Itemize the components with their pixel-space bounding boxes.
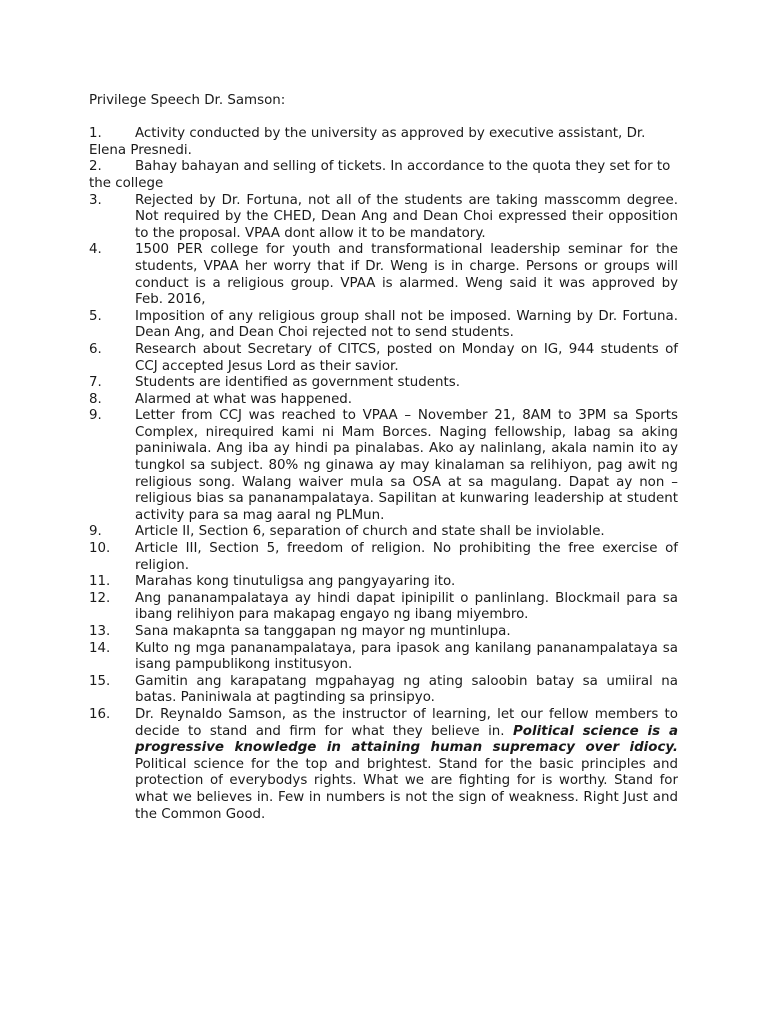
item-number: 6. <box>89 341 102 357</box>
item-text: Rejected by Dr. Fortuna, not all of the students are taking masscomm degree. Not required by the CHED, Dean Ang and Dean Choi expressed their opposition to the proposal. VPAA dont allow it to be mandatory. <box>135 192 678 241</box>
item-text: Imposition of any religious group shall not be imposed. Warning by Dr. Fortuna. Dean Ang, and Dean Choi rejected not to send students. <box>135 308 678 341</box>
list-item <box>89 574 678 591</box>
item-number: 15. <box>89 673 111 689</box>
item-number: 9. <box>89 408 102 424</box>
item-number: 12. <box>89 590 111 606</box>
item-number: 4. <box>89 242 102 258</box>
item-number: 2. <box>89 159 102 175</box>
item-text: Alarmed at what was happened. <box>135 391 353 407</box>
list-item <box>89 193 678 243</box>
item-number: 5. <box>89 308 102 324</box>
item-number: 8. <box>89 391 102 407</box>
item-text: Gamitin ang karapatang mgpahayag ng ating saloobin batay sa umiiral na batas. Paniniwala at pagtinding sa prinsipyo. <box>135 673 678 706</box>
item-text: Research about Secretary of CITCS, posted on Monday on IG, 944 students of CCJ accepted Jesus Lord as their savior. <box>135 341 678 374</box>
item-number: 10. <box>89 541 111 557</box>
item-number: 1. <box>89 126 102 142</box>
item-number: 9. <box>89 524 102 540</box>
item-text: Activity conducted by the university as approved by executive assistant, Dr. Elena Presnedi. <box>89 126 646 158</box>
list-item <box>89 242 678 308</box>
item-text: Article III, Section 5, freedom of religion. No prohibiting the free exercise of religion. <box>135 541 678 573</box>
list-item <box>89 159 678 192</box>
item-number: 16. <box>89 706 111 722</box>
item-number: 7. <box>89 375 102 391</box>
item-text: Marahas kong tinutuligsa ang pangyayaring ito. <box>135 574 456 590</box>
list-item <box>89 624 678 641</box>
list-item <box>89 342 678 375</box>
item-number: 13. <box>89 624 111 639</box>
item-number: 14. <box>89 640 111 656</box>
item-text: 1500 PER college for youth and transformational leadership seminar for the students, VPAA her worry that if Dr. Weng is in charge. Persons or groups will conduct is a religious group. VPAA is alarmed. Weng said it was approved by Feb. 2016, <box>135 242 678 308</box>
list-item <box>89 674 678 707</box>
document-title: Privilege Speech Dr. Samson: <box>89 93 286 108</box>
list-item-closing <box>89 707 678 823</box>
item-number: 11. <box>89 574 111 590</box>
item-text: Students are identified as government students. <box>135 375 460 391</box>
item-text: Letter from CCJ was reached to VPAA – November 21, 8AM to 3PM sa Sports Complex, nirequired kami ni Mam Borces. Naging fellowship, labag sa aking paniniwala. Ang iba ay hindi pa pinalabas. Ako ay nalinlang, akala namin ito ay tungkol sa subject. 80% ng ginawa ay may kinalaman sa relihiyon, pag awit ng religious song. Walang waiver mula sa OSA at sa magulang. Dapat ay non – religious bias sa pananampalataya. Sapilitan at kunwaring leadership at student activity para sa mag aaral ng PLMun. <box>135 408 678 523</box>
list-item <box>89 309 678 342</box>
list-item <box>89 392 678 409</box>
list-item <box>89 591 678 624</box>
speech-points-list <box>89 126 678 823</box>
item-number: 3. <box>89 192 102 208</box>
item-text: Kulto ng mga pananampalataya, para ipasok ang kanilang pananampalataya sa isang pampublikong institusyon. <box>135 640 678 673</box>
list-item <box>89 524 678 541</box>
list-item <box>89 375 678 392</box>
item-text: Article II, Section 6, separation of church and state shall be inviolable. <box>135 524 605 540</box>
list-item <box>89 126 678 159</box>
item-text: Sana makapnta sa tanggapan ng mayor ng muntinlupa. <box>135 624 511 639</box>
item-text: Dr. Reynaldo Samson, as the instructor of learning, let our fellow members to decide to stand and firm for what they believe in. <box>135 706 678 739</box>
list-item <box>89 641 678 674</box>
list-item <box>89 408 678 524</box>
item-text-continued: Political science for the top and brightest. Stand for the basic principles and protection of everybodys rights. What we are fighting for is worthy. Stand for what we believes in. Few in numbers is not the sign of weakness. Right Just and the Common Good. <box>135 756 678 822</box>
emphasized-statement: Political science is a progressive knowledge in attaining human supremacy over idiocy. <box>135 723 678 756</box>
item-text: Bahay bahayan and selling of tickets. In accordance to the quota they set for to the college <box>89 159 671 191</box>
list-item <box>89 541 678 574</box>
item-text: Ang pananampalataya ay hindi dapat ipinipilit o panlinlang. Blockmail para sa ibang relihiyon para makapag engayo ng ibang miyembro. <box>135 590 678 623</box>
